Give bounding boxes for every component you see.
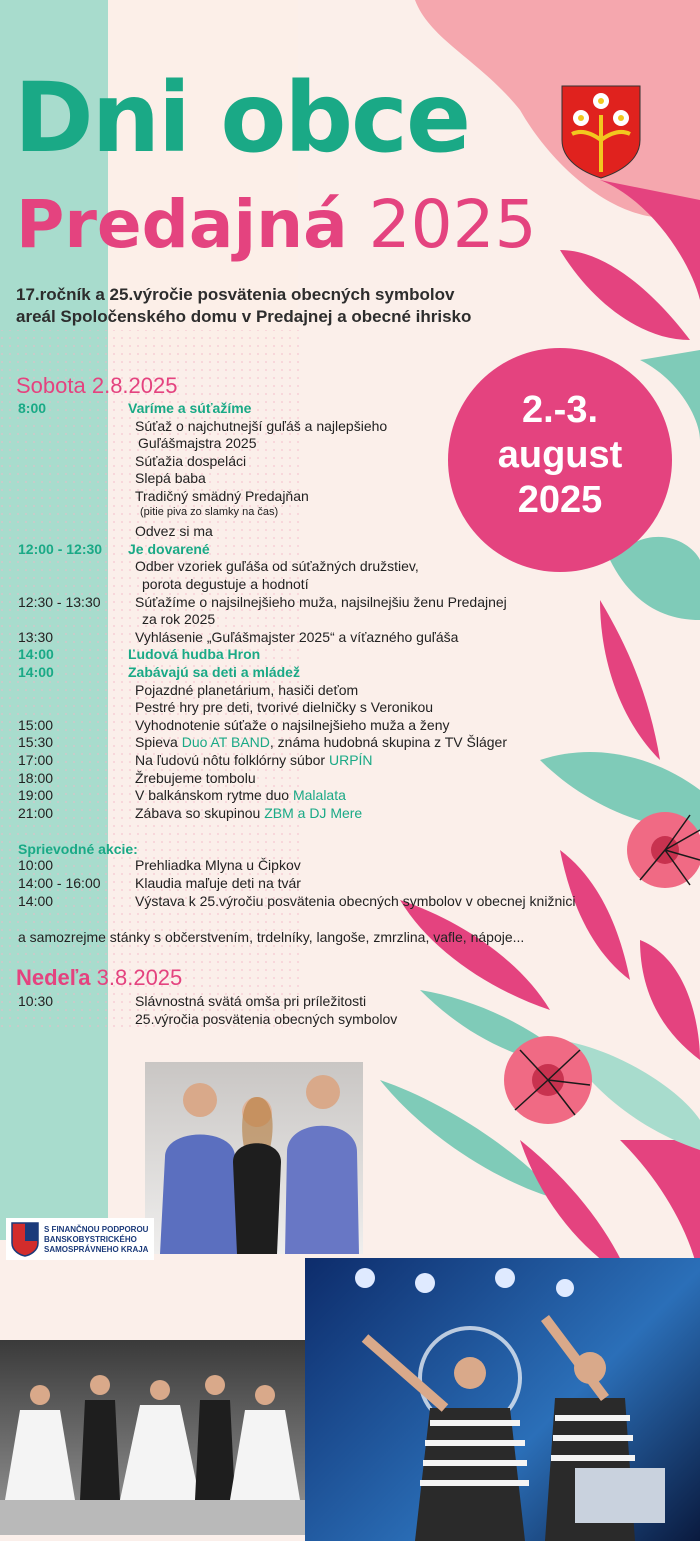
- side-events-heading: Sprievodné akcie:: [18, 841, 138, 857]
- schedule-activity: Pojazdné planetárium, hasiči deťom: [135, 681, 359, 698]
- schedule-row: [0, 611, 640, 629]
- schedule-row: [0, 664, 640, 682]
- schedule-time: 8:00: [18, 400, 47, 416]
- schedule-row: [0, 594, 640, 612]
- schedule-row: [0, 893, 640, 911]
- schedule-row: [0, 734, 640, 752]
- schedule-row: [0, 418, 640, 436]
- venue-line: areál Spoločenského domu v Predajnej a obecné ihrisko: [16, 307, 472, 326]
- schedule-activity: Súťažia dospeláci: [135, 452, 247, 469]
- schedule-activity: Spieva Duo AT BAND, známa hudobná skupina z TV Šláger: [135, 734, 508, 751]
- schedule-time: 14:00: [18, 892, 54, 909]
- schedule-time: 14:00: [18, 646, 54, 663]
- schedule-activity: Klaudia maľuje deti na tvár: [135, 874, 301, 891]
- schedule-row: [0, 875, 640, 893]
- leaf: [560, 250, 690, 340]
- schedule-row: [0, 470, 640, 488]
- schedule-activity: Žrebujeme tombolu: [135, 769, 256, 786]
- sponsor-text-1: S FINANČNOU PODPOROU: [44, 1225, 149, 1234]
- schedule-row: [0, 453, 640, 471]
- schedule-row: [0, 558, 640, 576]
- schedule-time: 21:00: [18, 804, 54, 821]
- date-range: 2.-3.: [521, 389, 599, 431]
- schedule-row: [0, 682, 640, 700]
- schedule-activity: Súťaž o najchutnejší guľáš a najlepšieho: [135, 417, 388, 434]
- band-photo: [145, 1062, 363, 1254]
- schedule-activity: Tradičný smädný Predajňan: [135, 488, 309, 504]
- schedule-activity: Vyhlásenie „Guľášmajster 2025“ a víťazného guľáša: [135, 628, 459, 645]
- date-month: august: [497, 434, 623, 476]
- event-subtitle-village: [16, 186, 537, 263]
- schedule-activity: 25.výročia posvätenia obecných symbolov: [135, 1011, 398, 1027]
- schedule-time: 10:00: [18, 857, 54, 873]
- schedule-activity: Zabávajú sa deti a mládež: [128, 664, 300, 680]
- schedule-activity: Slávnostná svätá omša pri príležitosti: [135, 993, 367, 1009]
- schedule-row: [0, 857, 640, 875]
- performer-name: URPÍN: [328, 752, 373, 768]
- schedule-row: [0, 576, 640, 594]
- schedule-row: [0, 699, 640, 717]
- schedule-row: [0, 993, 640, 1011]
- schedule-row: [0, 523, 640, 541]
- village-crest-icon: [562, 86, 640, 178]
- performer-name: Malalata: [292, 787, 346, 804]
- sunday-day: Nedeľa: [16, 965, 91, 990]
- schedule-row: [0, 805, 640, 823]
- schedule-time: 19:00: [18, 787, 54, 804]
- performer-name: Duo AT BAND: [181, 734, 270, 751]
- schedule-time: 15:00: [18, 716, 54, 733]
- leaf: [640, 940, 700, 1060]
- schedule-row: [0, 717, 640, 735]
- schedule-activity: Slepá baba: [135, 470, 206, 487]
- schedule-activity: V balkánskom rytme duo Malalata: [135, 787, 346, 804]
- sponsor-text-3: SAMOSPRÁVNEHO KRAJA: [44, 1245, 149, 1254]
- schedule-row: [0, 646, 640, 664]
- schedule-time: 12:30 - 13:30: [18, 593, 101, 610]
- sunday-heading: [16, 965, 182, 991]
- schedule-activity: Pestré hry pre deti, tvorivé dielničky s Veronikou: [135, 699, 434, 716]
- schedule-row: [0, 435, 640, 453]
- schedule-time: 18:00: [18, 769, 54, 786]
- sunday-date: 3.8.2025: [96, 965, 183, 990]
- schedule-time: 17:00: [18, 752, 54, 768]
- schedule-activity: Je dovarené: [128, 540, 210, 557]
- schedule-activity: Prehliadka Mlyna u Čipkov: [135, 857, 301, 873]
- schedule-row: [0, 541, 640, 559]
- schedule-row: [0, 770, 640, 788]
- schedule-activity: Na ľudovú nôtu folklórny súbor URPÍN: [135, 752, 373, 768]
- sponsor-logo: [6, 1218, 154, 1260]
- schedule-row: [0, 752, 640, 770]
- schedule-activity: porota degustuje a hodnotí: [142, 576, 309, 592]
- schedule-activity: Guľášmajstra 2025: [138, 435, 257, 452]
- schedule-activity: Súťažíme o najsilnejšieho muža, najsilnejšiu ženu Predajnej: [135, 593, 507, 610]
- schedule-time: 14:00 - 16:00: [18, 874, 101, 891]
- schedule-row: [0, 400, 640, 418]
- folklore-dancers-photo: [0, 1340, 305, 1535]
- performer-name: ZBM a DJ Mere: [264, 804, 363, 821]
- schedule-activity: Ľudová hudba Hron: [128, 646, 261, 663]
- schedule-time: 13:30: [18, 628, 54, 645]
- schedule-row: [0, 1011, 640, 1029]
- schedule-activity: Odber vzoriek guľáša od súťažných družstiev,: [135, 558, 419, 575]
- schedule-time: 10:30: [18, 993, 54, 1009]
- saturday-heading: Sobota 2.8.2025: [16, 373, 178, 398]
- schedule-activity: Výstava k 25.výročiu posvätenia obecných symbolov v obecnej knižnici: [135, 892, 576, 909]
- dj-party-photo: [305, 1258, 700, 1541]
- event-title: Dni obce: [14, 62, 470, 174]
- schedule-activity: Zábava so skupinou ZBM a DJ Mere: [135, 804, 363, 821]
- date-year: 2025: [517, 479, 603, 521]
- schedule-activity: za rok 2025: [142, 611, 216, 628]
- schedule-activity: Odvez si ma: [135, 523, 213, 540]
- schedule-time: 12:00 - 12:30: [18, 540, 103, 557]
- anniversary-line: 17.ročník a 25.výročie posvätenia obecných symbolov: [16, 285, 455, 304]
- sponsor-text-2: BANSKOBYSTRICKÉHO: [44, 1235, 137, 1244]
- schedule-time: 14:00: [18, 664, 54, 680]
- schedule-time: 15:30: [18, 734, 54, 751]
- schedule-row: [0, 629, 640, 647]
- village-name: Predajná: [16, 186, 348, 263]
- schedule-activity: Varíme a súťažíme: [128, 400, 252, 416]
- year: 2025: [368, 186, 537, 263]
- schedule-activity: (pitie piva zo slamky na čas): [140, 505, 279, 518]
- schedule-activity: Vyhodnotenie súťaže o najsilnejšieho muža a ženy: [135, 716, 450, 733]
- flower: [504, 1036, 592, 1124]
- schedule-row: [0, 787, 640, 805]
- schedule-row: [0, 506, 640, 524]
- refreshments-note: a samozrejme stánky s občerstvením, trdelníky, langoše, zmrzlina, vafle, nápoje...: [18, 929, 525, 945]
- schedule-row: [0, 488, 640, 506]
